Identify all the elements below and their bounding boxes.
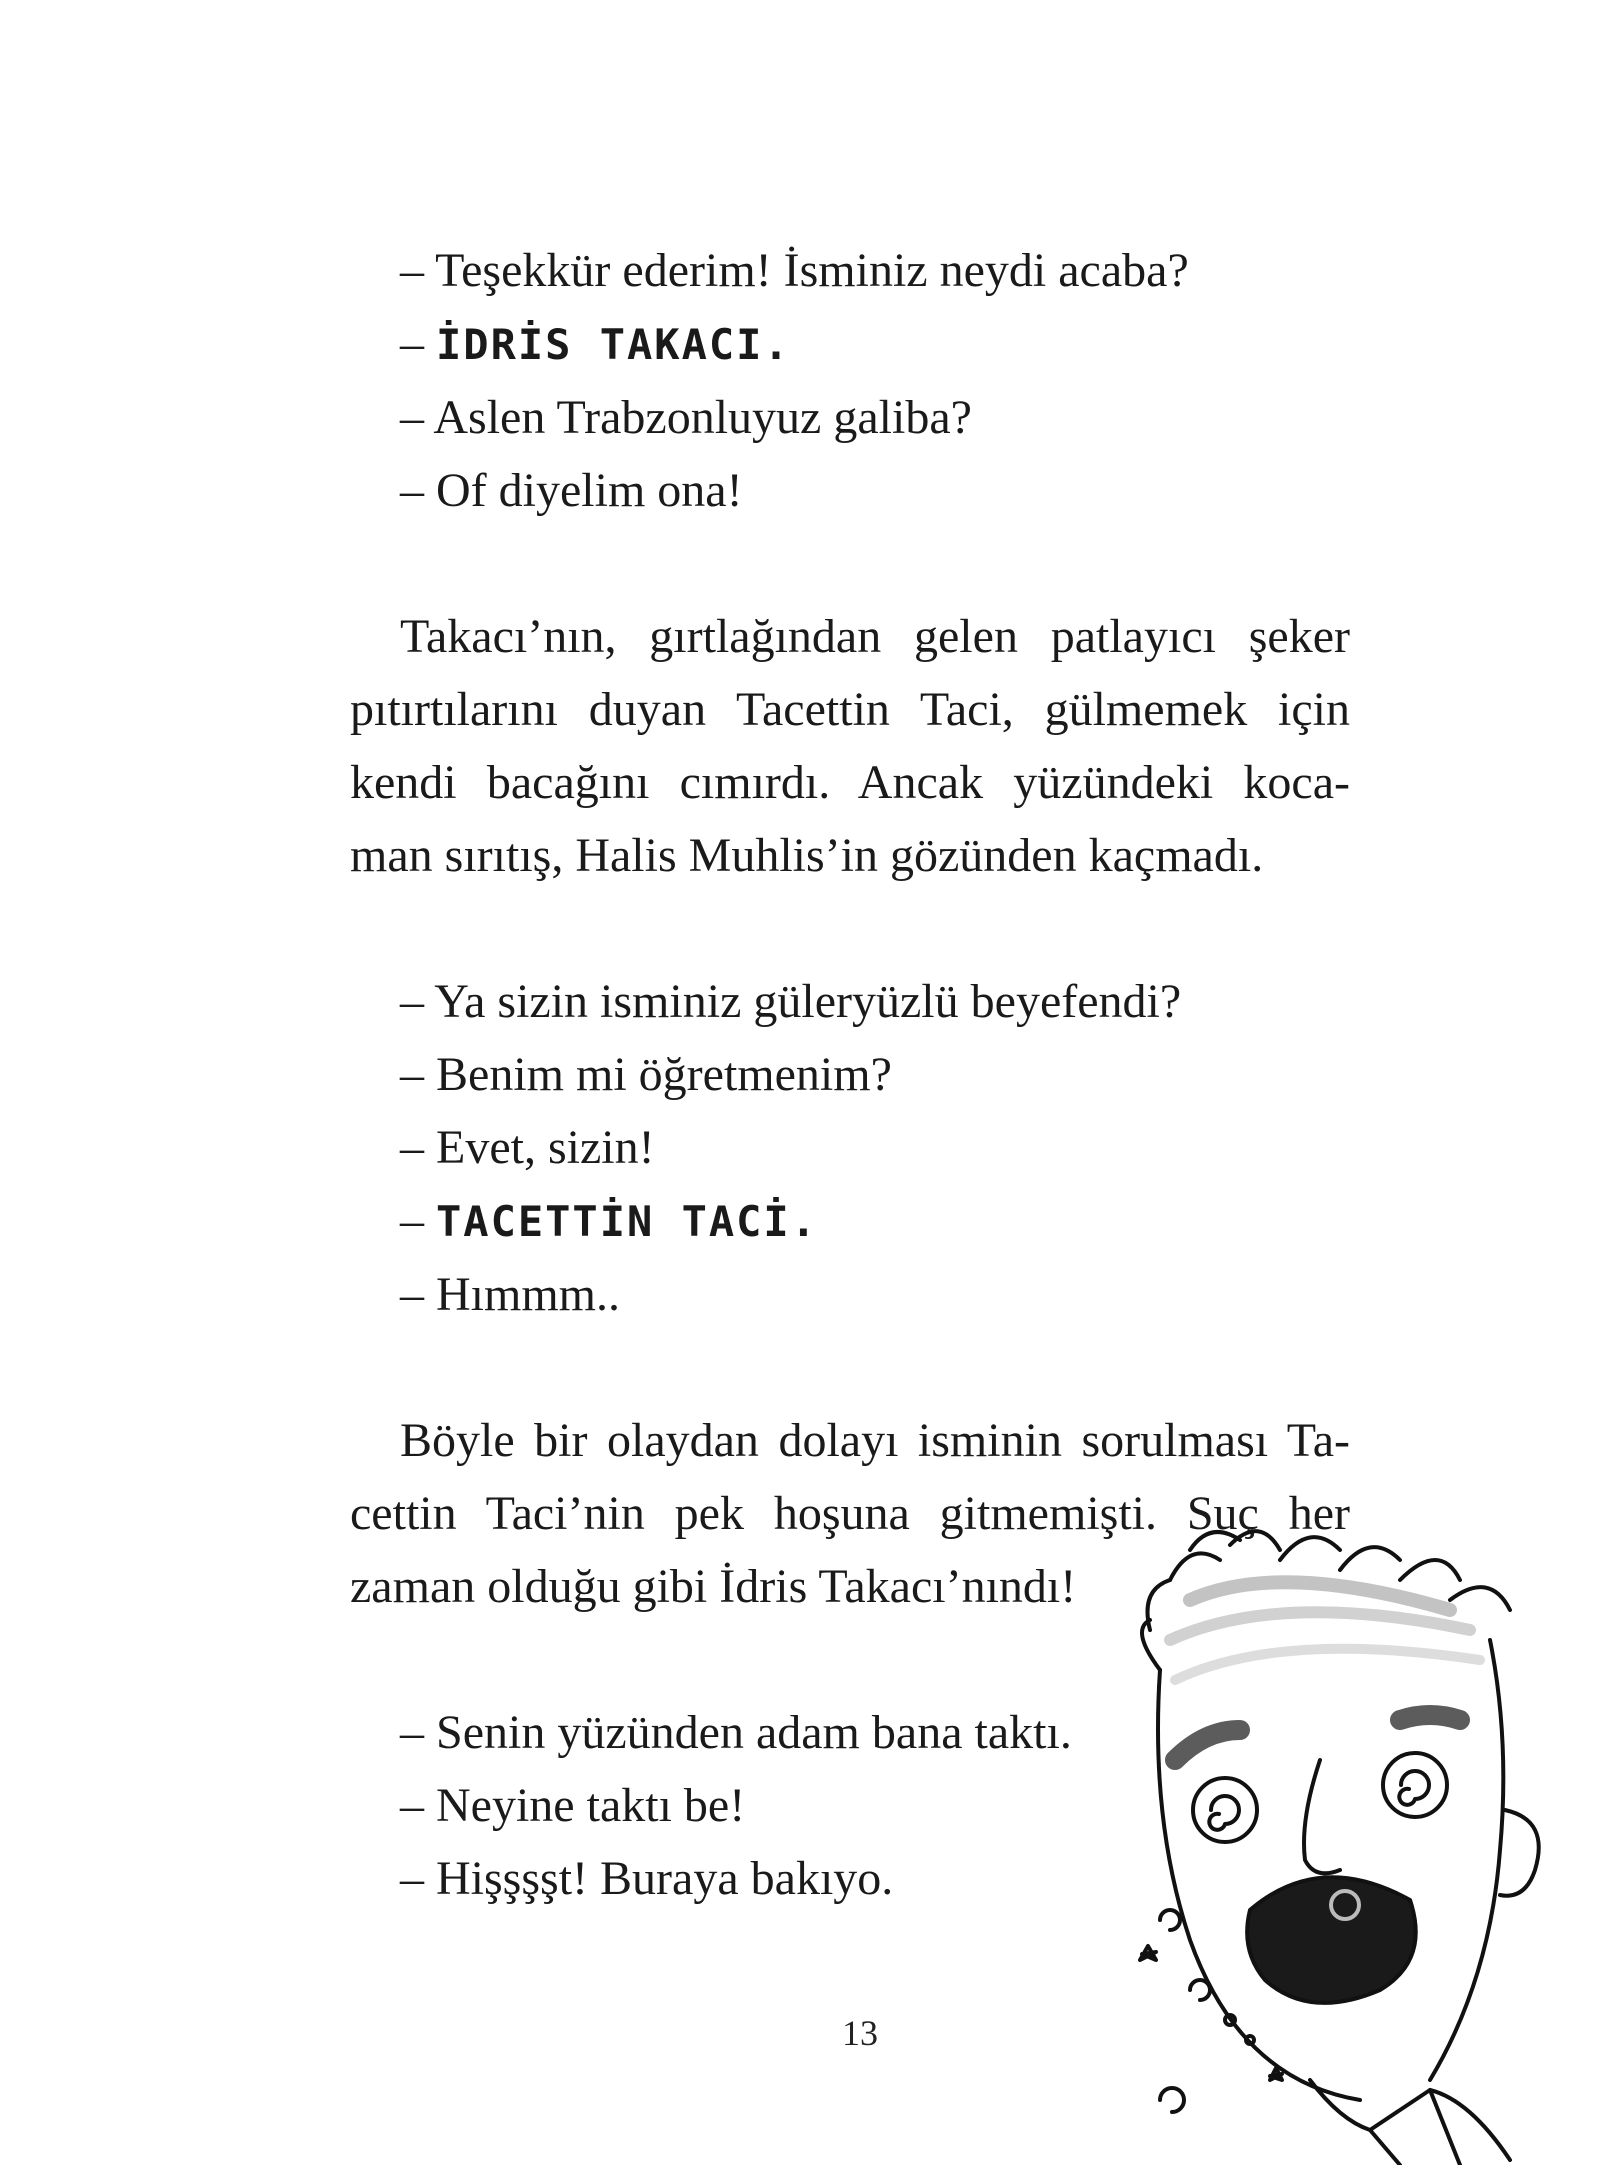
shouted-name: İDRİS TAKACI. xyxy=(436,320,791,369)
dialogue-line: – Of diyelim ona! xyxy=(400,464,743,517)
dialogue-line: – TACETTİN TACİ. xyxy=(400,1194,819,1247)
dialogue-line: – Teşekkür ederim! İsminiz neydi acaba? xyxy=(400,244,1189,297)
shouted-name: TACETTİN TACİ. xyxy=(436,1197,819,1246)
paragraph-line: Takacı’nın, gırtlağından gelen patlayıcı şeker xyxy=(400,610,1350,663)
dialogue-line: – Senin yüzünden adam bana taktı. xyxy=(400,1706,1072,1759)
paragraph-line: zaman olduğu gibi İdris Takacı’nındı! xyxy=(350,1560,1077,1613)
dialogue-line: – Evet, sizin! xyxy=(400,1121,655,1174)
paragraph-line: man sırıtış, Halis Muhlis’in gözünden kaçmadı. xyxy=(350,829,1264,882)
narrative-paragraph-1 xyxy=(350,600,1350,892)
paragraph-line: cettin Taci’nin pek hoşuna gitmemişti. Suç her xyxy=(350,1487,1350,1540)
paragraph-line: pıtırtılarını duyan Tacettin Taci, gülmemek için xyxy=(350,683,1350,736)
dialogue-line: – Benim mi öğretmenim? xyxy=(400,1048,892,1101)
dialogue-line: – İDRİS TAKACI. xyxy=(400,317,791,370)
page-number: 13 xyxy=(842,2013,878,2053)
dialogue-line: – Aslen Trabzonluyuz galiba? xyxy=(400,391,972,444)
dialogue-line: – Ya sizin isminiz güleryüzlü beyefendi? xyxy=(400,975,1182,1028)
surprised-boy-drawing-icon xyxy=(1130,1520,1624,2165)
surprised-boy-illustration xyxy=(1130,1520,1624,2165)
paragraph-line: Böyle bir olaydan dolayı isminin sorulması Ta- xyxy=(400,1414,1350,1467)
dialogue-line: – Hişşşşt! Buraya bakıyo. xyxy=(400,1852,894,1905)
paragraph-line: kendi bacağını cımırdı. Ancak yüzündeki koca- xyxy=(350,756,1350,809)
dialogue-block-1 xyxy=(350,234,1350,527)
dialogue-line: – Hımmm.. xyxy=(400,1268,621,1321)
dialogue-block-2 xyxy=(350,965,1350,1331)
dialogue-line: – Neyine taktı be! xyxy=(400,1779,746,1832)
